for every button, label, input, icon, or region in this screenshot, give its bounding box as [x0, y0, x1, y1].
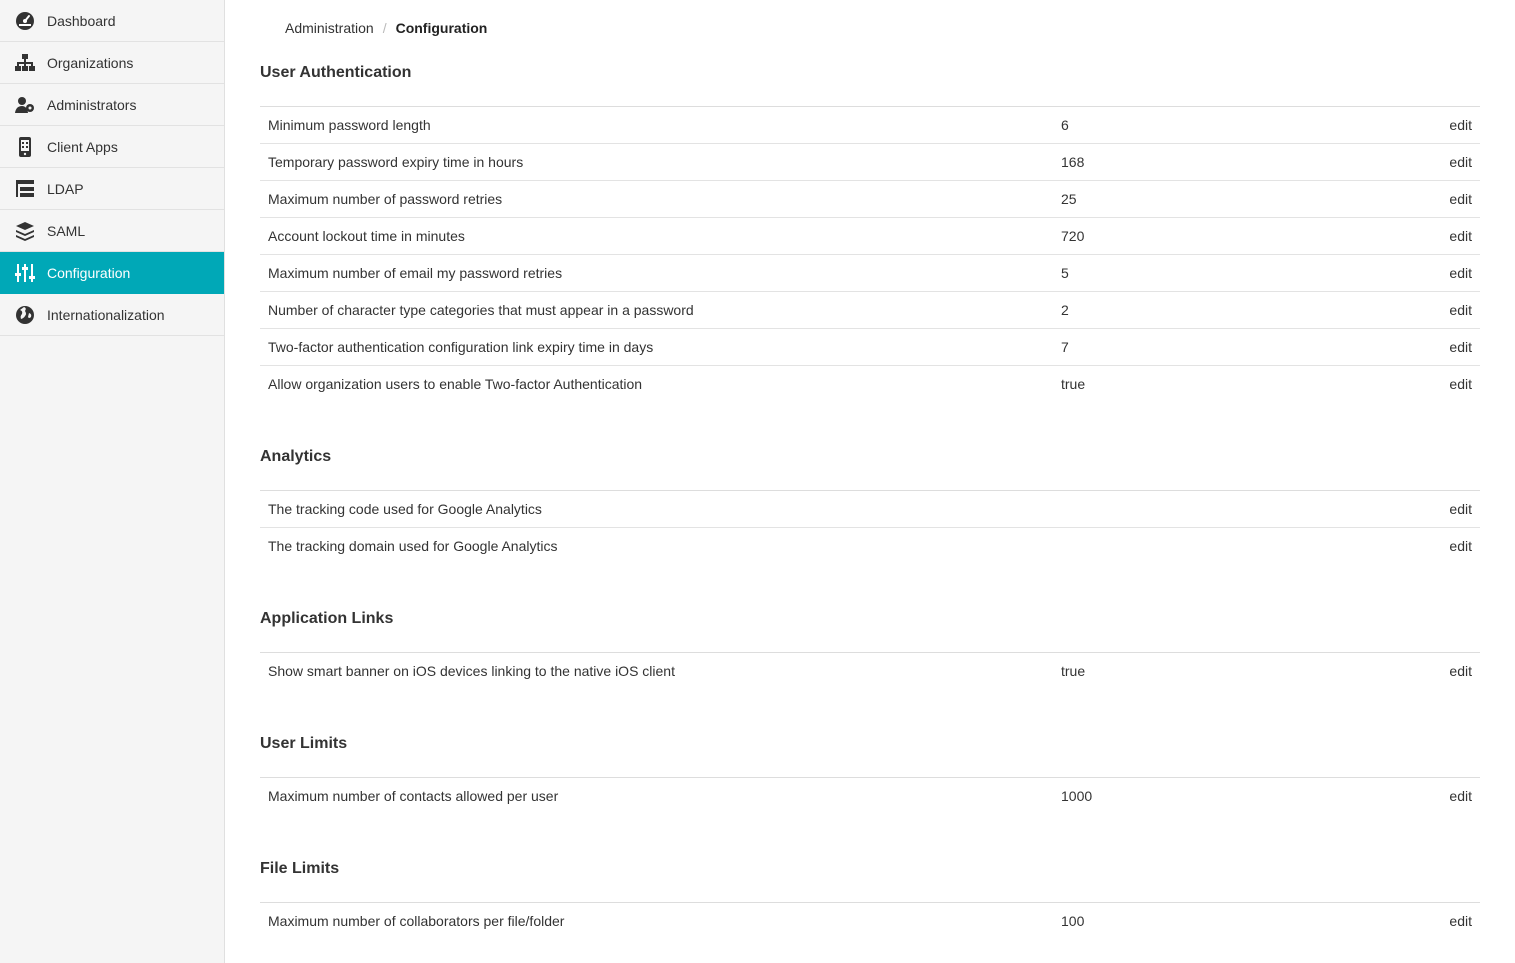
- setting-label: Maximum number of email my password retries: [268, 265, 563, 281]
- setting-value: 1000: [1061, 788, 1093, 804]
- globe-icon: [14, 305, 36, 325]
- table-row: [260, 329, 1480, 366]
- setting-label: The tracking domain used for Google Analytics: [268, 538, 558, 554]
- dashboard-icon: [14, 11, 36, 31]
- sidebar-item-ldap[interactable]: [0, 168, 224, 210]
- section-title: File Limits: [260, 860, 340, 877]
- section-analytics: [260, 447, 1480, 554]
- setting-value: 5: [1061, 265, 1069, 281]
- setting-label: Allow organization users to enable Two-factor Authentication: [268, 376, 643, 392]
- table-row: [260, 653, 1480, 690]
- setting-label: Two-factor authentication configuration link expiry time in days: [268, 339, 654, 355]
- sidebar-item-dashboard[interactable]: [0, 0, 224, 42]
- section-title: Analytics: [260, 448, 332, 465]
- table-row: [260, 903, 1480, 940]
- table-row: [260, 144, 1480, 181]
- section-user-limits: [260, 734, 1480, 804]
- table-row: [260, 528, 1480, 565]
- setting-value: true: [1061, 663, 1086, 679]
- sidebar-item-administrators[interactable]: [0, 84, 224, 126]
- breadcrumb-parent-link[interactable]: Administration: [285, 20, 374, 36]
- edit-link[interactable]: edit: [1449, 302, 1472, 318]
- organizations-icon: [14, 53, 36, 73]
- edit-link[interactable]: edit: [1449, 117, 1472, 133]
- table-row: [260, 366, 1480, 403]
- table-row: [260, 491, 1480, 528]
- sidebar-item-label: Dashboard: [47, 12, 116, 29]
- breadcrumb-current: Configuration: [395, 20, 488, 36]
- setting-value: 7: [1061, 339, 1069, 355]
- sidebar-item-configuration[interactable]: [0, 252, 224, 294]
- ldap-icon: [14, 179, 36, 199]
- setting-value: 2: [1061, 302, 1069, 318]
- settings-table: [260, 490, 1480, 565]
- sidebar-item-label: Administrators: [47, 96, 137, 113]
- settings-table: [260, 777, 1480, 815]
- edit-link[interactable]: edit: [1449, 538, 1472, 554]
- edit-link[interactable]: edit: [1449, 265, 1472, 281]
- setting-label: Temporary password expiry time in hours: [268, 154, 524, 170]
- settings-table: [260, 106, 1480, 403]
- edit-link[interactable]: edit: [1449, 788, 1472, 804]
- setting-value: 168: [1061, 154, 1085, 170]
- table-row: [260, 292, 1480, 329]
- edit-link[interactable]: edit: [1449, 376, 1472, 392]
- table-row: [260, 181, 1480, 218]
- table-row: [260, 107, 1480, 144]
- section-title: User Authentication: [260, 64, 412, 81]
- setting-label: Minimum password length: [268, 117, 431, 133]
- table-row: [260, 255, 1480, 292]
- section-user-authentication: [260, 63, 1480, 392]
- setting-label: Account lockout time in minutes: [268, 228, 465, 244]
- setting-label: Show smart banner on iOS devices linking to the native iOS client: [268, 663, 675, 679]
- section-application-links: [260, 609, 1480, 679]
- setting-label: Number of character type categories that must appear in a password: [268, 302, 694, 318]
- section-title: Application Links: [260, 610, 394, 627]
- section-file-limits: [260, 859, 1480, 929]
- client-apps-icon: [14, 137, 36, 157]
- sidebar-item-label: Configuration: [47, 264, 131, 281]
- edit-link[interactable]: edit: [1449, 663, 1472, 679]
- sidebar-item-saml[interactable]: [0, 210, 224, 252]
- section-title: User Limits: [260, 735, 348, 752]
- sidebar-item-internationalization[interactable]: [0, 294, 224, 336]
- sidebar-item-label: Internationalization: [47, 306, 165, 323]
- table-row: [260, 218, 1480, 255]
- administrators-icon: [14, 95, 36, 115]
- setting-label: Maximum number of contacts allowed per user: [268, 788, 559, 804]
- sidebar-item-label: Client Apps: [47, 138, 118, 155]
- sidebar-item-organizations[interactable]: [0, 42, 224, 84]
- settings-table: [260, 902, 1480, 940]
- setting-label: Maximum number of collaborators per file/folder: [268, 913, 565, 929]
- edit-link[interactable]: edit: [1449, 191, 1472, 207]
- edit-link[interactable]: edit: [1449, 228, 1472, 244]
- edit-link[interactable]: edit: [1449, 913, 1472, 929]
- breadcrumb: [285, 20, 487, 36]
- setting-value: 6: [1061, 117, 1069, 133]
- setting-value: 25: [1061, 191, 1077, 207]
- saml-icon: [14, 221, 36, 241]
- setting-label: Maximum number of password retries: [268, 191, 503, 207]
- edit-link[interactable]: edit: [1449, 501, 1472, 517]
- setting-value: 720: [1061, 228, 1085, 244]
- configuration-icon: [14, 263, 36, 283]
- setting-value: 100: [1061, 913, 1085, 929]
- sidebar-item-client-apps[interactable]: [0, 126, 224, 168]
- sidebar-item-label: LDAP: [47, 180, 84, 197]
- edit-link[interactable]: edit: [1449, 339, 1472, 355]
- sidebar-item-label: Organizations: [47, 54, 134, 71]
- settings-table: [260, 652, 1480, 690]
- sidebar: [0, 0, 225, 963]
- table-row: [260, 778, 1480, 815]
- setting-value: true: [1061, 376, 1086, 392]
- sidebar-item-label: SAML: [47, 222, 86, 239]
- breadcrumb-separator: /: [382, 20, 387, 36]
- edit-link[interactable]: edit: [1449, 154, 1472, 170]
- setting-label: The tracking code used for Google Analytics: [268, 501, 542, 517]
